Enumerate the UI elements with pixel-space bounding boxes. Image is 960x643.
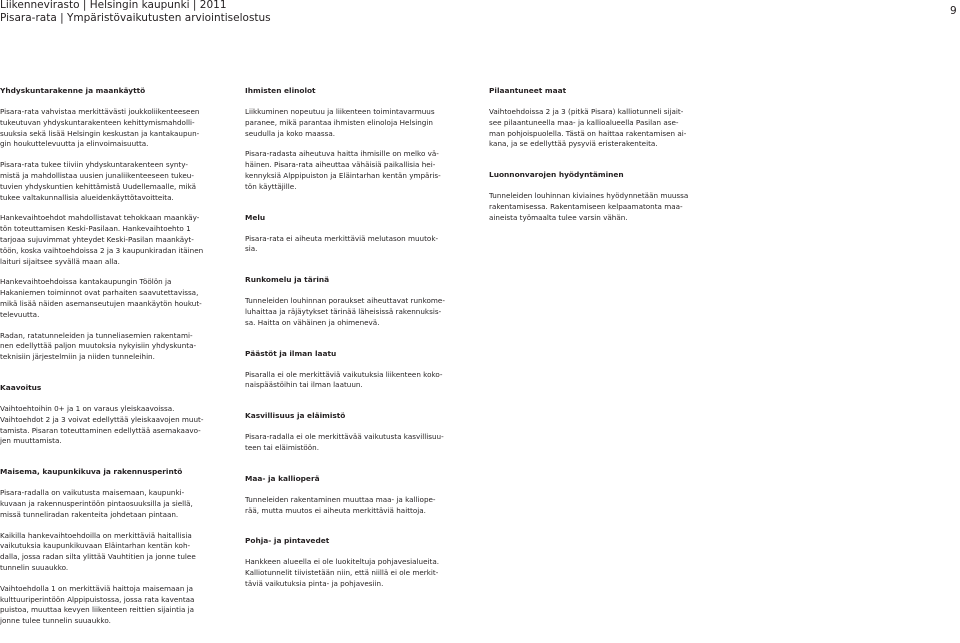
text-line: Pisaralla ei ole merkittäviä vaikutuksia liikenteen koko- [245,369,443,379]
text-line: tarjoaa sujuvimmat yhteydet Keski-Pasilan maankäyt- [0,234,194,244]
text-line: teknisiin järjestelmiin ja niiden tunneleihin. [0,352,155,362]
text-line: Vaihtoehtoihin 0+ ja 1 on varaus yleiskaavoissa. [0,403,175,413]
text-line: mikä lisää näiden asemanseutujen maankäytön houkut- [0,298,202,308]
text-line: rakentamisessa. Rakentamiseen kelpaamatonta maa- [489,201,683,211]
section-heading-maa-ja-kalliopera: Maa- ja kallioperä [245,473,320,483]
section-heading-kaavoitus: Kaavoitus [0,382,42,392]
header-publisher: Liikennevirasto | Helsingin kaupunki | 2011 [0,0,227,11]
text-line: Radan, ratatunneleiden ja tunneliasemien rakentami- [0,330,193,340]
body-paragraph [245,107,469,139]
text-line: jen muuttamista. [0,436,62,446]
text-column-3 [489,86,713,224]
section-heading-runkomelu-ja-tarina: Runkomelu ja tärinä [245,275,330,285]
text-line: laituri sijaitsee syvällä maan alla. [0,256,120,266]
text-line: kuvaan ja rakennusperintöön pintaosuuksilla ja siellä, [0,498,193,508]
body-paragraph [0,160,222,203]
text-line: Vaihtoehdot 2 ja 3 voivat edellyttää yleiskaavojen muut- [0,414,204,424]
text-line: gin houkuttelevuutta ja elinvoimaisuutta. [0,139,149,149]
text-line: puistoa, muuttaa kevyen liikenteen reittien sijaintia ja [0,605,195,615]
body-paragraph [0,488,222,520]
body-paragraph [0,404,222,447]
body-paragraph [0,213,222,267]
section-heading-pohja-ja-pintavedet: Pohja- ja pintavedet [245,536,330,546]
text-line: aineista työmaalta tulee varsin vähän. [489,212,628,222]
text-line: tamista. Pisaran toteuttaminen edellyttää asemakaavo- [0,425,201,435]
text-line: Hankevaihtoehdot mahdollistavat tehokkaan maankäy- [0,213,200,223]
body-paragraph [245,495,469,517]
text-line: missä tunneliradan rakenteita johdetaan pintaan. [0,509,179,519]
text-line: televuutta. [0,309,40,319]
body-paragraph [245,149,469,192]
body-paragraph [0,277,222,320]
text-line: jonne tulee tunnelin suuaukko. [0,616,111,626]
text-line: teen tai eläimistöön. [245,442,320,452]
text-line: sa. Haitta on vähäinen ja ohimenevä. [245,317,380,327]
text-line: Tunneleiden rakentaminen muuttaa maa- ja kalliope- [245,494,436,504]
body-paragraph [0,107,222,150]
text-line: häinen. Pisara-rata aiheuttaa vähäisiä paikallisia hei- [245,160,436,170]
text-line: see pilaantuneella maa- ja kallioalueella Pasilan ase- [489,117,679,127]
text-line: Kalliotunnelit tiivistetään niin, että niillä ei ole merkit- [245,568,439,578]
text-line: suuksia sekä lisää Helsingin keskustan ja kantakaupun- [0,128,200,138]
text-line: Pisara-radasta aiheutuva haitta ihmisille on melko vä- [245,149,439,159]
page-header [0,0,960,42]
section-heading-paastot-ja-ilman-laatu: Päästöt ja ilman laatu [245,348,337,358]
text-line: kana, ja se edellyttää pysyviä eristerakenteita. [489,139,658,149]
body-paragraph [489,191,713,223]
text-line: Tunneleiden louhinnan kiviaines hyödynnetään muussa [489,191,689,201]
text-line: rää, mutta muutos ei aiheuta merkittäviä haittoja. [245,505,426,515]
text-column-2 [245,86,469,590]
text-line: dalla, jossa radan silta ylittää Vauhtitien ja jonne tulee [0,552,196,562]
text-line: Pisara-radalla on vaikutusta maisemaan, kaupunki- [0,488,185,498]
text-line: Hakaniemen toiminnot ovat parhaiten saavutettavissa, [0,288,199,298]
body-paragraph [245,234,469,256]
text-line: Liikkuminen nopeutuu ja liikenteen toimintavarmuus [245,107,435,116]
body-paragraph [0,331,222,363]
section-heading-melu: Melu [245,212,266,222]
text-line: Pisara-rata ei aiheuta merkittäviä melutason muutok- [245,233,439,243]
text-line: nen edellyttää paljon muutoksia nykyisiin yhdyskunta- [0,341,197,351]
text-line: tuvien yhdyskuntien kehittämistä Uudellemaalle, mikä [0,181,197,191]
section-heading-luonnonvarojen-hyodyntaminen: Luonnonvarojen hyödyntäminen [489,170,624,180]
text-line: Vaihtoehdolla 1 on merkittäviä haittoja maisemaan ja [0,583,194,593]
text-line: Hankevaihtoehdoissa kantakaupungin Töölön ja [0,277,172,287]
text-line: mistä ja mahdollistaa uusien junaliikenteeseen tukeu- [0,170,194,180]
section-heading-kasvillisuus-ja-elaimisto: Kasvillisuus ja eläimistö [245,411,346,421]
text-line: Hankkeen alueella ei ole luokiteltuja pohjavesialueita. [245,557,440,567]
body-paragraph [0,584,222,627]
text-line: Pisara-rata vahvistaa merkittävästi joukkoliikenteeseen [0,107,200,116]
body-paragraph [0,531,222,574]
text-line: Vaihtoehdoissa 2 ja 3 (pitkä Pisara) kalliotunneli sijait- [489,107,684,116]
body-paragraph [245,370,469,392]
body-paragraph [245,432,469,454]
section-heading-yhdyskuntarakenne-ja-maankaytto: Yhdyskuntarakenne ja maankäyttö [0,86,146,95]
text-line: Kaikilla hankevaihtoehdoilla on merkittäviä haitallisia [0,530,192,540]
text-line: tukeutuvan yhdyskuntarakenteen kehittymismahdolli- [0,117,195,127]
text-line: tön käyttäjille. [245,181,297,191]
page-number: 9 [950,5,957,17]
text-line: töön, koska vaihtoehdoissa 2 ja 3 kaupunkiradan itäinen [0,245,204,255]
body-paragraph [245,557,469,589]
text-line: tön toteuttamisen Keski-Pasilaan. Hankevaihtoehto 1 [0,224,191,234]
text-line: seudulla ja koko maassa. [245,128,336,138]
header-document-title: Pisara-rata | Ympäristövaikutusten arviointiselostus [0,12,271,24]
text-line: naispäästöihin tai ilman laatuun. [245,380,363,390]
text-line: täviä vaikutuksia pinta- ja pohjavesiin. [245,578,384,588]
text-line: Tunneleiden louhinnan poraukset aiheuttavat runkome- [245,296,445,306]
text-line: kulttuuriperintöön Alppipuistossa, jossa rata kaventaa [0,594,195,604]
text-line: Pisara-rata tukee tiiviin yhdyskuntarakenteen synty- [0,160,188,170]
text-line: paranee, mikä parantaa ihmisten elinoloja Helsingin [245,117,433,127]
section-heading-ihmisten-elinolot: Ihmisten elinolot [245,86,316,95]
section-heading-maisema-kaupunkikuva-ja-rakennusperinto: Maisema, kaupunkikuva ja rakennusperintö [0,467,183,477]
text-line: tunnelin suuaukko. [0,562,69,572]
text-line: tukee valtakunnallisia alueidenkäyttötavoitteita. [0,192,174,202]
text-line: vaikutuksia kaupunkikuvaan Eläintarhan kentän koh- [0,541,191,551]
text-line: Pisara-radalla ei ole merkittävää vaikutusta kasvillisuu- [245,432,444,442]
text-line: luhaittaa ja räjäytykset tärinää läheisissä rakennuksis- [245,306,442,316]
body-paragraph [245,296,469,328]
text-line: kennyksiä Alppipuiston ja Eläintarhan kentän ympäris- [245,170,441,180]
section-heading-pilaantuneet-maat: Pilaantuneet maat [489,86,567,95]
text-line: sia. [245,244,258,254]
text-line: man pohjoispuolella. Tästä on haittaa rakentamisen ai- [489,128,687,138]
text-column-1 [0,86,222,627]
body-paragraph [489,107,713,150]
